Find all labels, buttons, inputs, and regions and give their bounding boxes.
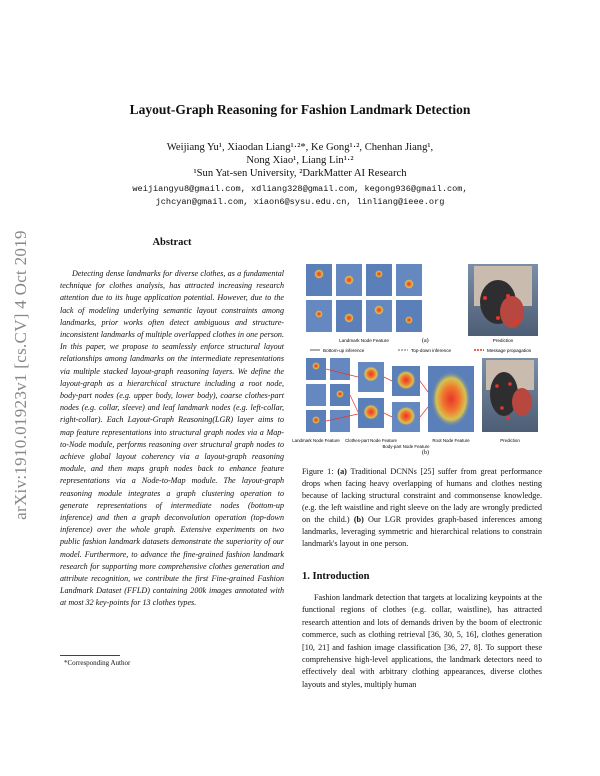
arxiv-stamp: arXiv:1910.01923v1 [cs.CV] 4 Oct 2019 [11, 230, 30, 520]
legend [310, 348, 532, 353]
author-line-1: Weijiang Yu¹, Xiaodan Liang¹·²*, Ke Gong¹·², Chenhan Jiang¹, [166, 142, 434, 153]
label-clothes-part: Clothes-part Node Feature [345, 438, 397, 443]
clothes-part-tiles [358, 362, 384, 428]
footnote: *Corresponding Author [64, 659, 131, 667]
affiliation-line: ¹Sun Yat-sen University, ²DarkMatter AI Research [193, 168, 407, 179]
abstract-body: Detecting dense landmarks for diverse clothes, as a fundamental technique for clothes analysis, has attracted increasing research attention due to its huge application potential. However, due to the lack of modeling underlying semantic layout constraints among landmarks, prior works often detect ambiguous and structure-inconsistent landmarks of multiple overlapped clothes in one person. In this paper, we propose to seamlessly enforce structural layout relationships among landmarks on the intermediate representations via multiple stacked layout-graph reasoning layers. We define the layout-graph as a hierarchical structure including a root node, body-part nodes (e.g. upper body, lower body), coarse clothes-part nodes (e.g. collar, sleeve) and leaf landmark nodes (e.g. left-collar, right-collar). Each Layout-Graph Reasoning(LGR) layer aims to map feature representations into structural graph nodes via a Map-to-Node module, performs reasoning over structural graph nodes to achieve global layout coherency via a layout-graph reasoning module, and then maps graph nodes back to enhance feature representations via a Node-to-Map module. The layout-graph reasoning module integrates a graph clustering operation to generate representations of intermediate nodes (bottom-up inference) and then a graph deconvolution operation (top-down inference) over the whole graph. Extensive experiments on two public fashion landmark datasets demonstrate the superiority of our model. Furthermore, to advance the fine-grained fashion landmark research for supporting more comprehensive clothes generation and attribute recognition, we contribute the first Fine-grained Fashion Landmark Dataset (FFLD) containing 200k images annotated with at most 32 key-points for 13 clothes types. [60, 269, 284, 608]
introduction-heading: 1. Introduction [302, 571, 370, 582]
prediction-photo-a [468, 264, 538, 336]
figure-caption [302, 466, 542, 550]
legend-message: Message propagation [487, 348, 532, 353]
feature-tile [366, 264, 392, 296]
email-block [60, 183, 540, 209]
introduction-body: Fashion landmark detection that targets at localizing keypoints at the functional regions of clothes (e.g. collar, waistline), has attracted research attention and lots of demands driven by the boom of electronic commerce, such as clothing retrieval [36, 30, 5, 16], clothes generation [10, 21] and fashion image classification [36, 27, 8]. To support these comprehensive high-level applications, the landmark detectors need to effectively deal with arbitrary clothing appearances, diverse clothes layouts and styles, multiply human [302, 593, 542, 689]
caption-a-mark: (a) [337, 467, 347, 476]
root-node-tile [428, 366, 474, 432]
prediction-photo-b [482, 358, 538, 432]
legend-bottom-up: Bottom-up inference [323, 348, 365, 353]
label-b: (b) [422, 450, 429, 456]
figure-1 [292, 262, 542, 458]
email-line-2: jchcyan@gmail.com, xiaon6@sysu.edu.cn, linliang@ieee.org [155, 197, 445, 207]
caption-a-text: Traditional DCNNs [25] suffer from great performance drops when facing heavy overlapping of humans and clothes nesting because of lacking structural constraint and commonsense knowledge. (e.g. the left waistline and right sleeve on the lady are wrongly predicted on the child.) [302, 467, 542, 524]
label-prediction-a: Prediction [492, 338, 514, 343]
caption-b-mark: (b) [353, 515, 364, 524]
feature-tile [306, 264, 332, 296]
label-landmark-node-feature-a: Landmark Node Feature [339, 338, 389, 343]
legend-top-down: Top-down inference [411, 348, 452, 353]
label-landmark-b: Landmark Node Feature [292, 438, 340, 443]
body-part-tiles [392, 366, 420, 432]
author-line-2: Nong Xiao¹, Liang Lin¹·² [246, 155, 354, 166]
landmark-feature-tiles-a [306, 264, 422, 332]
author-block [90, 141, 510, 180]
label-prediction-b: Prediction [500, 438, 520, 443]
label-a: (a) [422, 338, 429, 344]
email-line-1: weijiangyu8@gmail.com, xdliang328@gmail.com, kegong936@gmail.com, [132, 184, 468, 194]
caption-b-text: Our LGR provides graph-based inferences among landmarks, leveraging symmetric and hierarchical relations to constrain landmark's layout in one person. [302, 515, 542, 548]
label-body-part: Body-part Node Feature [382, 444, 430, 449]
label-root: Root Node Feature [432, 438, 470, 443]
caption-lead: Figure 1: [302, 467, 338, 476]
feature-tile [366, 300, 392, 332]
footnote-rule [60, 655, 120, 656]
abstract-heading: Abstract [152, 237, 192, 248]
paper-title: Layout-Graph Reasoning for Fashion Landmark Detection [129, 102, 471, 117]
